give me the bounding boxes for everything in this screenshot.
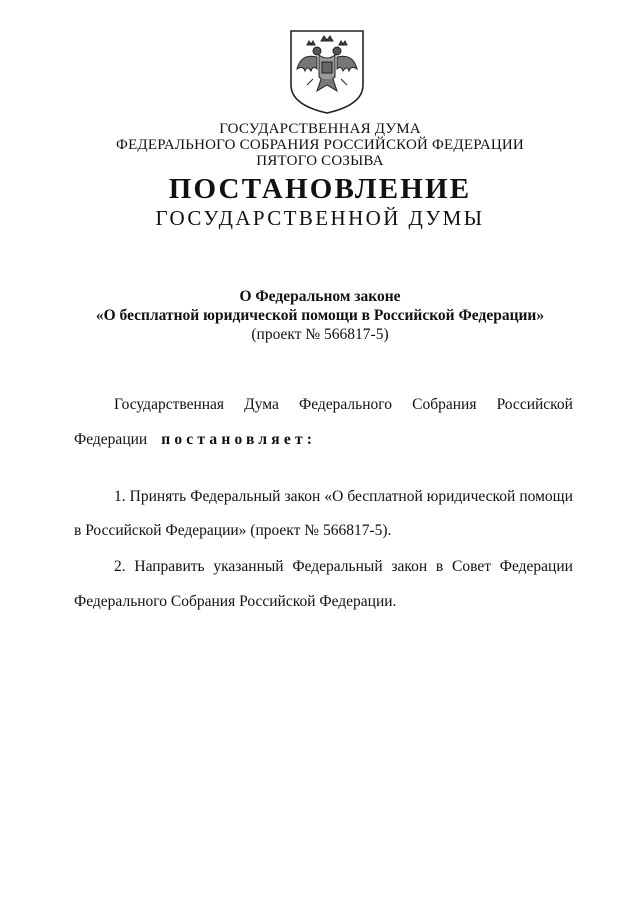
- header-line-2: ФЕДЕРАЛЬНОГО СОБРАНИЯ РОССИЙСКОЙ ФЕДЕРАЦИИ: [116, 137, 524, 153]
- item-2-line-1: [74, 557, 573, 577]
- item-2-word: 2.: [114, 558, 126, 575]
- preamble-word: Дума: [244, 396, 279, 413]
- header-line-3: ПЯТОГО СОЗЫВА: [256, 153, 384, 169]
- subject-line-1: О Федеральном законе: [239, 288, 401, 305]
- preamble-end: Федерации: [74, 431, 148, 448]
- subject-line-3: (проект № 566817-5): [251, 326, 389, 343]
- document-issuer-subtitle: ГОСУДАРСТВЕННОЙ ДУМЫ: [155, 206, 485, 230]
- item-1-word: помощи: [519, 488, 573, 505]
- preamble-word: Российской: [496, 396, 573, 413]
- preamble-line-1: [74, 395, 573, 415]
- item-2-word: Направить: [134, 558, 205, 575]
- subject-line-2: «О бесплатной юридической помощи в Российской Федерации»: [95, 307, 545, 324]
- item-2-line-2: Федерального Собрания Российской Федерации.: [74, 593, 397, 610]
- item-1-word: 1.: [114, 488, 126, 505]
- item-2-word: Федерации: [499, 558, 573, 575]
- item-1-word: юридической: [426, 488, 516, 505]
- preamble-word: Государственная: [114, 396, 225, 413]
- item-1-word: Федеральный: [190, 488, 281, 505]
- item-1-line-2: в Российской Федерации» (проект № 566817-5).: [74, 522, 392, 539]
- item-1-word: закон: [284, 488, 321, 505]
- preamble-word: Собрания: [412, 396, 477, 413]
- header-line-1: ГОСУДАРСТВЕННАЯ ДУМА: [219, 121, 421, 137]
- item-2-word: Совет: [452, 558, 491, 575]
- coat-of-arms-icon: [287, 27, 367, 115]
- item-2-word: закон: [391, 558, 428, 575]
- item-2-word: указанный: [213, 558, 284, 575]
- item-1-word: бесплатной: [347, 488, 423, 505]
- preamble-line-2: [74, 430, 573, 450]
- preamble-verb: постановляет:: [161, 431, 317, 448]
- item-2-word: в: [435, 558, 444, 575]
- item-1-word: «О: [324, 488, 344, 505]
- item-2-word: Федеральный: [292, 558, 383, 575]
- document-type-title: ПОСТАНОВЛЕНИЕ: [168, 173, 472, 205]
- item-1-word: Принять: [129, 488, 187, 505]
- preamble-word: Федерального: [298, 396, 393, 413]
- item-1-line-1: [74, 487, 573, 507]
